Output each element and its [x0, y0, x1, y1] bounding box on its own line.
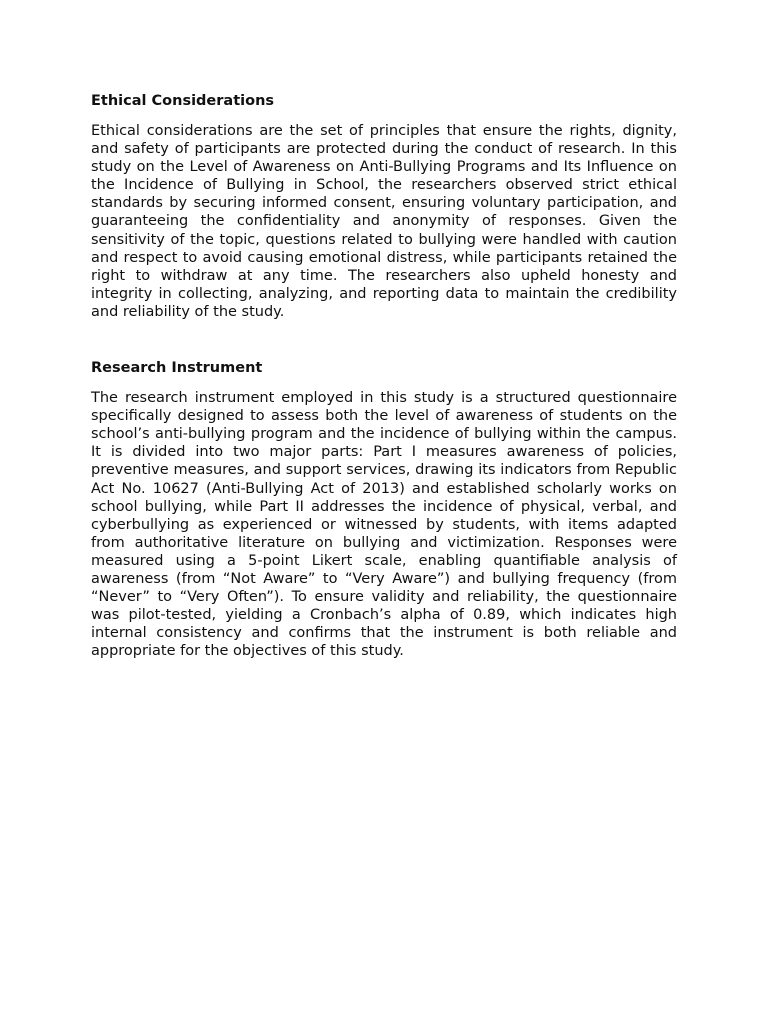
section-research-instrument	[91, 359, 677, 660]
section-heading: Ethical Considerations	[91, 93, 275, 109]
section-ethical-considerations	[91, 92, 677, 321]
document-page	[91, 92, 677, 660]
section-heading: Research Instrument	[91, 360, 263, 377]
section-paragraph: The research instrument employed in this study is a structured questionnaire specifically designed to assess both the level of awareness of students on the school’s anti-bullying program and the incidence of bullying within the campus. It is divided into two major parts: Part I measures awareness of policies, preventive measures, and support services, drawing its indicators from Republic Act No. 10627 (Anti-Bullying Act of 2013) and established scholarly works on school bullying, while Part II addresses the incidence of physical, verbal, and cyberbullying as experienced or witnessed by students, with items adapted from authoritative literature on bullying and victimization. Responses were measured using a 5-point Likert scale, enabling quantifiable analysis of awareness (from “Not Aware” to “Very Aware”) and bullying frequency (from “Never” to “Very Often”). To ensure validity and reliability, the questionnaire was pilot-tested, yielding a Cronbach’s alpha of 0.89, which indicates high internal consistency and confirms that the instrument is both reliable and appropriate for the objectives of this study.	[91, 390, 677, 660]
section-spacer	[91, 321, 677, 359]
section-paragraph: Ethical considerations are the set of principles that ensure the rights, dignity, and safety of participants are protected during the conduct of research. In this study on the Level of Awareness on Anti-Bullying Programs and Its Influence on the Incidence of Bullying in School, the researchers observed strict ethical standards by securing informed consent, ensuring voluntary participation, and guaranteeing the confidentiality and anonymity of responses. Given the sensitivity of the topic, questions related to bullying were handled with caution and respect to avoid causing emotional distress, while participants retained the right to withdraw at any time. The researchers also upheld honesty and integrity in collecting, analyzing, and reporting data to maintain the credibility and reliability of the study.	[91, 123, 677, 320]
